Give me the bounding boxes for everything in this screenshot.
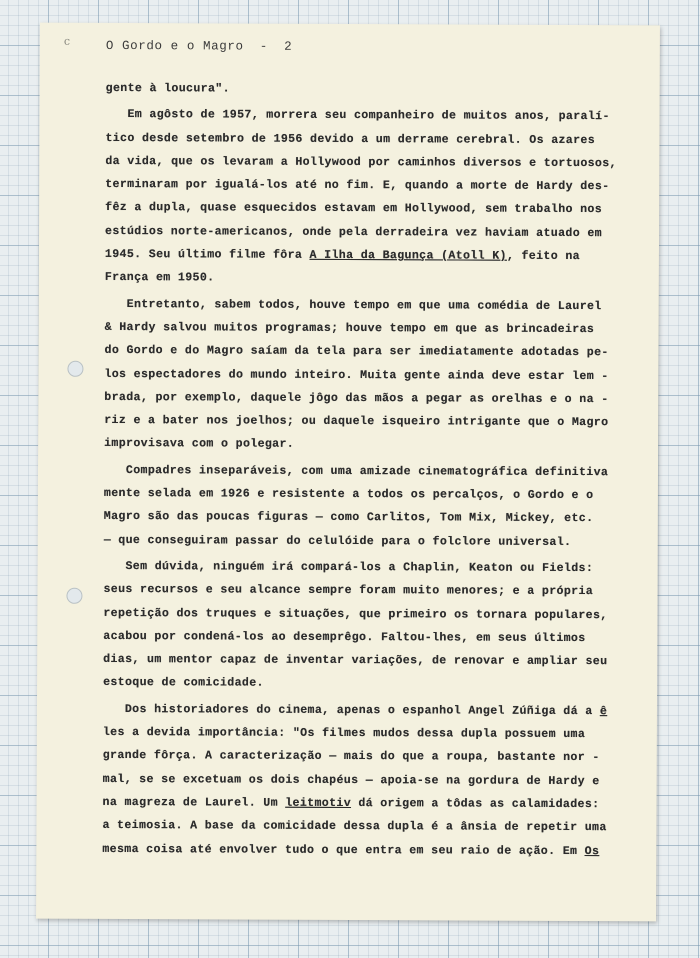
text-line: da vida, que os levaram a Hollywood por caminhos diversos e tortuosos, — [105, 154, 617, 171]
typed-page — [36, 23, 660, 922]
text-line: mal, se se excetuam os dois chapéus — apoia-se na gordura de Hardy e — [102, 772, 600, 788]
text-line: improvisava com o polegar. — [104, 437, 295, 452]
text-line: terminaram por igualá-los até no fim. E, quando a morte de Hardy des- — [105, 178, 610, 194]
underlined-term: A Ilha da Bagunça (Atoll K) — [309, 248, 507, 263]
text-line: Entretanto, sabem todos, houve tempo em que uma comédia de Laurel — [104, 297, 602, 313]
text-line: acabou por condená-los ao desemprêgo. Faltou-lhes, em seus últimos — [103, 629, 586, 645]
text-line: les a devida importância: "Os filmes mudos dessa dupla possuem uma — [102, 725, 586, 742]
paragraph — [106, 77, 646, 103]
text-line: na magreza de Laurel. Um leitmotiv dá origem a tôdas as calamidades: — [102, 795, 600, 812]
text-line: los espectadores do mundo inteiro. Muita gente ainda deve estar lem - — [104, 367, 609, 383]
punch-hole-lower — [66, 588, 82, 604]
underlined-term: ê — [599, 704, 608, 718]
underlined-term: leitmotiv — [285, 796, 352, 810]
body-text — [102, 77, 645, 863]
text-line: grande fôrça. A caracterização — mais do que a roupa, bastante nor - — [102, 749, 600, 765]
text-line: 1945. Seu último filme fôra A Ilha da Bagunça (Atoll K), feito na — [104, 248, 580, 264]
text-line: a teimosia. A base da comicidade dessa dupla é a ânsia de repetir uma — [102, 819, 607, 835]
text-line: Sem dúvida, ninguém irá compará-los a Chaplin, Keaton ou Fields: — [103, 559, 594, 576]
paragraph — [102, 698, 643, 863]
margin-mark: c — [63, 34, 71, 48]
text-line: Dos historiadores do cinema, apenas o espanhol Angel Zúñiga dá a ê — [102, 702, 608, 718]
page-header: O Gordo e o Magro - 2 — [105, 38, 293, 54]
text-line: Em agôsto de 1957, morrera seu companheiro de muitos anos, paralí- — [105, 108, 610, 124]
text-line: Magro são das poucas figuras — como Carlitos, Tom Mix, Mickey, etc. — [103, 510, 594, 526]
paragraph — [104, 293, 645, 458]
text-line: mesma coisa até envolver tudo o que entra em seu raio de ação. Em Os — [102, 842, 600, 858]
text-line: Compadres inseparáveis, com uma amizade cinematográfica definitiva — [103, 463, 609, 479]
text-line: tico desde setembro de 1956 devido a um derrame cerebral. Os azares — [105, 131, 596, 147]
text-line: gente à loucura". — [105, 81, 230, 96]
text-line: & Hardy salvou muitos programas; houve tempo em que as brincadeiras — [104, 320, 595, 337]
paragraph — [105, 103, 646, 292]
text-line: seus recursos e seu alcance sempre foram muito menores; e a própria — [103, 583, 594, 599]
text-line: dias, um mentor capaz de inventar variações, de renovar e ampliar seu — [103, 653, 608, 669]
text-line: — que conseguiram passar do celulóide para o folclore universal. — [103, 533, 572, 549]
paragraph — [103, 555, 644, 697]
text-line: brada, por exemplo, daquele jôgo das mãos a pegar as orelhas e o na - — [104, 390, 609, 406]
text-line: mente selada em 1926 e resistente a todos os percalços, o Gordo e o — [103, 486, 594, 503]
text-line: fêz a dupla, quase esquecidos estavam em Hollywood, sem trabalho nos — [105, 201, 603, 217]
text-line: estúdios norte-americanos, onde pela derradeira vez haviam atuado em — [105, 224, 602, 240]
text-line: França em 1950. — [104, 271, 215, 285]
text-line: riz e a bater nos joelhos; ou daquele isqueiro intrigante que o Magro — [104, 414, 609, 430]
text-line: do Gordo e do Magro saíam da tela para ser imediatamente adotadas pe- — [104, 344, 609, 360]
paragraph — [104, 459, 644, 555]
punch-hole-upper — [67, 361, 83, 377]
text-line: repetição dos truques e situações, que primeiro os tornara populares, — [103, 606, 608, 622]
underlined-term: Os — [584, 844, 600, 858]
text-line: estoque de comicidade. — [103, 676, 264, 691]
